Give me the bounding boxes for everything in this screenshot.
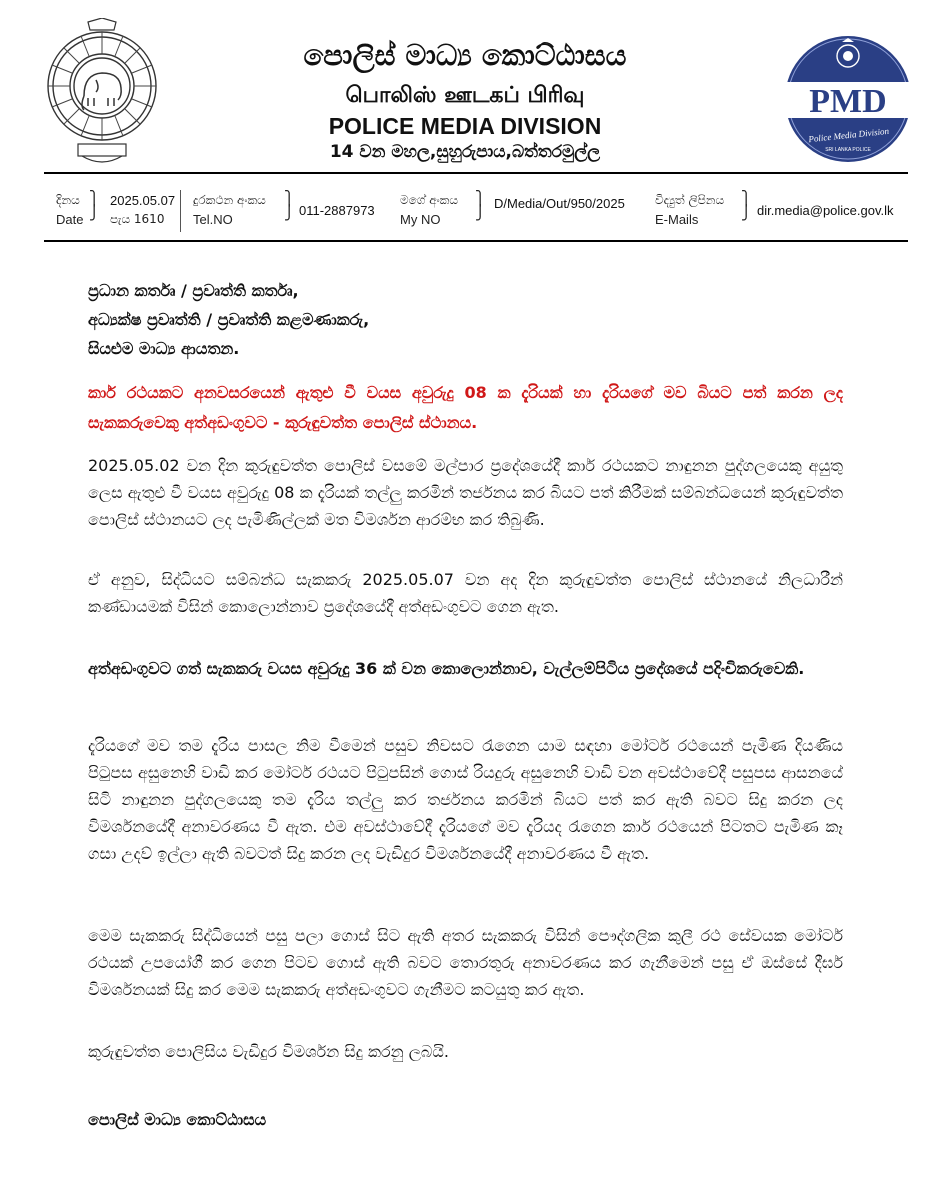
date-bracket-icon: ⎫ ⎭	[89, 191, 100, 221]
email-bracket-icon: ⎫ ⎭	[741, 191, 752, 221]
pmd-logo-letters: PMD	[809, 83, 887, 120]
tel-label-si: දුරකථන අංකය	[193, 193, 266, 207]
myno-label-en: My NO	[400, 212, 441, 227]
body-paragraph-1: 2025.05.02 වන දින කුරුඳුවත්ත පොලිස් වසමේ මල්පාර ප්‍රදේශයේදී කාර් රථයකට නාඳුනන පුද්ගලයෙකු අයුතු ලෙස ඇතුළු වී වයස අවුරුදු 08 ක දැරියක් තල්ලු කරමින් තර්ජනය කර බියට පත් කිරීමක් සම්බන්ධයෙන් කුරුඳුවත්ත පොලිස් ස්ථානයට ලද පැමිණිල්ලක් මත විමර්ශන ආරම්භ කර තිබුණි.	[88, 456, 843, 529]
body-paragraph-3: අත්අඩංගුවට ගත් සැකකරු වයස අවුරුදු 36 ක් වන කොලොන්නාව, වැල්ලම්පිටිය ප්‍රදේශයේ පදිංචිකරුවෙකි.	[88, 659, 805, 678]
email-label-si: විද්‍යුත් ලිපිනය	[655, 193, 725, 207]
email-value: dir.media@police.gov.lk	[757, 203, 894, 218]
title-english: POLICE MEDIA DIVISION	[328, 113, 602, 139]
tel-value: 011-2887973	[299, 203, 375, 218]
date-value: 2025.05.07	[110, 193, 176, 208]
title-tamil: பொலிஸ் ஊடகப் பிரிவு	[345, 83, 585, 108]
tel-label-en: Tel.NO	[193, 212, 233, 227]
myno-bracket-icon: ⎫ ⎭	[475, 191, 486, 221]
police-crest-logo	[44, 18, 160, 168]
divider	[180, 190, 181, 232]
time-value: පැය 1610	[110, 212, 165, 226]
date-label-en: Date	[56, 212, 84, 227]
myno-label-si: මගේ අංකය	[400, 193, 459, 207]
body-paragraph-2: ඒ අනුව, සිද්ධියට සම්බන්ධ සැකකරු 2025.05.07 වන අද දින කුරුඳුවත්ත පොලිස් ස්ථානයේ නිලධාරීන් කණ්ඩායමක් විසින් කොලොන්නාව ප්‍රදේශයේදී අත්අඩංගුවට ගෙන ඇත.	[88, 570, 843, 616]
recipient-line: සියළුම මාධ්‍ය ආයතන.	[88, 339, 240, 358]
header-address: 14 වන මහල,සුහුරුපාය,බත්තරමුල්ල	[329, 142, 601, 162]
bottom-rule	[44, 240, 908, 242]
title-sinhala: පොලිස් මාධ්‍ය කොට්ඨාසය	[303, 38, 627, 72]
body-paragraph-4: දැරියගේ මව තම දැරිය පාසල නිම වීමෙන් පසුව නිවසට රැගෙන යාම සඳහා මෝටර් රථයෙන් පැමිණ දියණිය පිටුපස අසුනෙහි වාඩි කර මෝටර් රථයට පිටුපසින් ගොස් රියදුරු අසුනෙහි වාඩි වන අවස්ථාවේදී පසුපස ආසනයේ සිටි නාඳුනන පුද්ගලයෙකු තම දැරිය තල්ලු කර තර්ජනය කරමින් බියට පත් කර ඇති බවට සිදු කරන ලද විමර්ශනයේදී අනාවරණය වී ඇත. එම අවස්ථාවේදී දැරියගේ මව දැරියද රැගෙන කාර් රථයෙන් පිටතට පැමිණ කෑ ගසා උදව් ඉල්ලා ඇති බවටත් සිදු කරන ලද වැඩිදුර විමර්ශනයේදී අනාවරණය වී ඇත.	[88, 736, 843, 863]
myno-value: D/Media/Out/950/2025	[494, 196, 625, 211]
top-rule	[44, 172, 908, 174]
tel-bracket-icon: ⎫ ⎭	[284, 191, 295, 221]
body-paragraph-5: මෙම සැකකරු සිද්ධියෙන් පසු පලා ගොස් සිට ඇති අතර සැකකරු විසින් පෞද්ගලික කුලී රථ සේවයක මෝටර් රථයක් උපයෝගී කර ගෙන පිටව ගොස් ඇති බවට තොරතුරු අනාවරණය කර ගැනීමෙන් පසු ඒ ඔස්සේ දීර්ඝ විමර්ශනයක් සිදු කර මෙම සැකකරු අත්අඩංගුවට ගැනීමට කටයුතු කර ඇත.	[88, 926, 843, 999]
body-paragraph-6: කුරුඳුවත්ත පොලිසිය වැඩිදුර විමර්ශන සිදු කරනු ලබයි.	[88, 1042, 449, 1061]
recipient-line: ප්‍රධාන කර්තෘ / ප්‍රවෘත්ති කර්තෘ,	[88, 281, 299, 300]
pmd-logo-caption: Police Media Division	[807, 125, 890, 145]
pmd-logo-subcaption: SRI LANKA POLICE	[825, 147, 871, 153]
recipient-line: අධ්‍යක්ෂ ප්‍රවෘත්ති / ප්‍රවෘත්ති කළමණාකරු,	[88, 310, 370, 329]
headline: කාර් රථයකට අනවසරයෙන් ඇතුළු වී වයස අවුරුදු 08 ක දැරියක් හා දැරියගේ මව බියට පත් කරන ලද සැකකරුවෙකු අත්අඩංගුවට - කුරුඳුවත්ත පොලිස් ස්ථානය.	[88, 383, 843, 432]
signature: පොලිස් මාධ්‍ය කොට්ඨාසය	[88, 1110, 267, 1129]
email-label-en: E-Mails	[655, 212, 699, 227]
date-label-si: දිනය	[56, 193, 80, 207]
pmd-logo	[783, 34, 913, 164]
